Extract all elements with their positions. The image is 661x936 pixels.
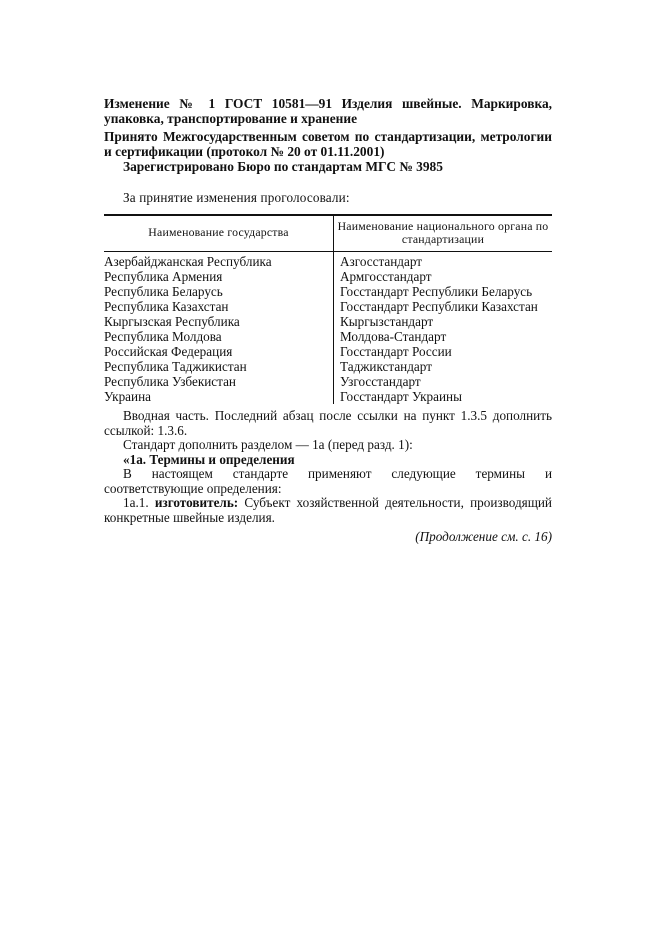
terms-intro-paragraph: В настоящем стандарте применяют следующие термины и соответствующие определения: (104, 466, 552, 496)
section-heading: «1а. Термины и определения (123, 451, 295, 467)
table-row (104, 374, 552, 389)
table-row (104, 299, 552, 314)
voting-states-table (104, 214, 552, 404)
cell-organ: Армгосстандарт (340, 269, 432, 284)
definition-paragraph (104, 496, 552, 525)
table-row (104, 329, 552, 344)
definition-number: 1а.1. (123, 495, 149, 510)
cell-state: Республика Казахстан (104, 299, 334, 314)
cell-state: Российская Федерация (104, 344, 334, 359)
cell-organ: Госстандарт Республики Беларусь (340, 284, 533, 299)
table-row (104, 389, 552, 404)
cell-organ: Таджикстандарт (340, 359, 432, 374)
cell-organ: Госстандарт Украины (340, 389, 462, 404)
cell-organ: Кыргызстандарт (340, 314, 434, 329)
continued-note: (Продолжение см. с. 16) (415, 529, 552, 544)
definition-term: изготовитель: (154, 495, 239, 510)
cell-organ: Госстандарт России (340, 344, 452, 359)
table-header-row (104, 215, 552, 252)
accepted-statement: Принято Межгосударственным советом по стандартизации, метрологии и сертификации (протокол № 20 от 01.11.2001) (104, 129, 552, 159)
table-row (104, 314, 552, 329)
cell-organ: Азгосстандарт (340, 254, 423, 269)
cell-state: Кыргызская Республика (104, 314, 334, 329)
cell-state: Республика Беларусь (104, 284, 334, 299)
table-row (104, 359, 552, 374)
definition-text: Субъект хозяйственной деятельности, производящий конкретные швейные изделия. (104, 495, 552, 525)
cell-state: Республика Узбекистан (104, 374, 334, 389)
cell-state: Украина (104, 389, 334, 404)
intro-paragraph: Вводная часть. Последний абзац после ссылки на пункт 1.3.5 дополнить ссылкой: 1.3.6. (104, 408, 552, 438)
cell-organ: Молдова-Стандарт (340, 329, 447, 344)
table-row (104, 344, 552, 359)
header-organ: Наименование национального органа по стандартизации (334, 215, 553, 252)
supplement-paragraph: Стандарт дополнить разделом — 1а (перед разд. 1): (123, 437, 413, 452)
cell-state: Республика Таджикистан (104, 359, 334, 374)
cell-state: Республика Армения (104, 269, 334, 284)
table-row (104, 284, 552, 299)
voted-intro: За принятие изменения проголосовали: (123, 190, 350, 205)
table-row (104, 252, 552, 270)
cell-organ: Госстандарт Республики Казахстан (340, 299, 538, 314)
cell-organ: Узгосстандарт (340, 374, 421, 389)
document-page (104, 96, 552, 544)
registration-statement: Зарегистрировано Бюро по стандартам МГС № 3985 (123, 159, 443, 174)
cell-state: Азербайджанская Республика (104, 252, 334, 270)
table-body (104, 252, 552, 405)
cell-state: Республика Молдова (104, 329, 334, 344)
table-row (104, 269, 552, 284)
document-title: Изменение № 1 ГОСТ 10581—91 Изделия швейные. Маркировка, упаковка, транспортирование и хранение (104, 96, 552, 126)
header-state: Наименование государства (104, 215, 334, 252)
